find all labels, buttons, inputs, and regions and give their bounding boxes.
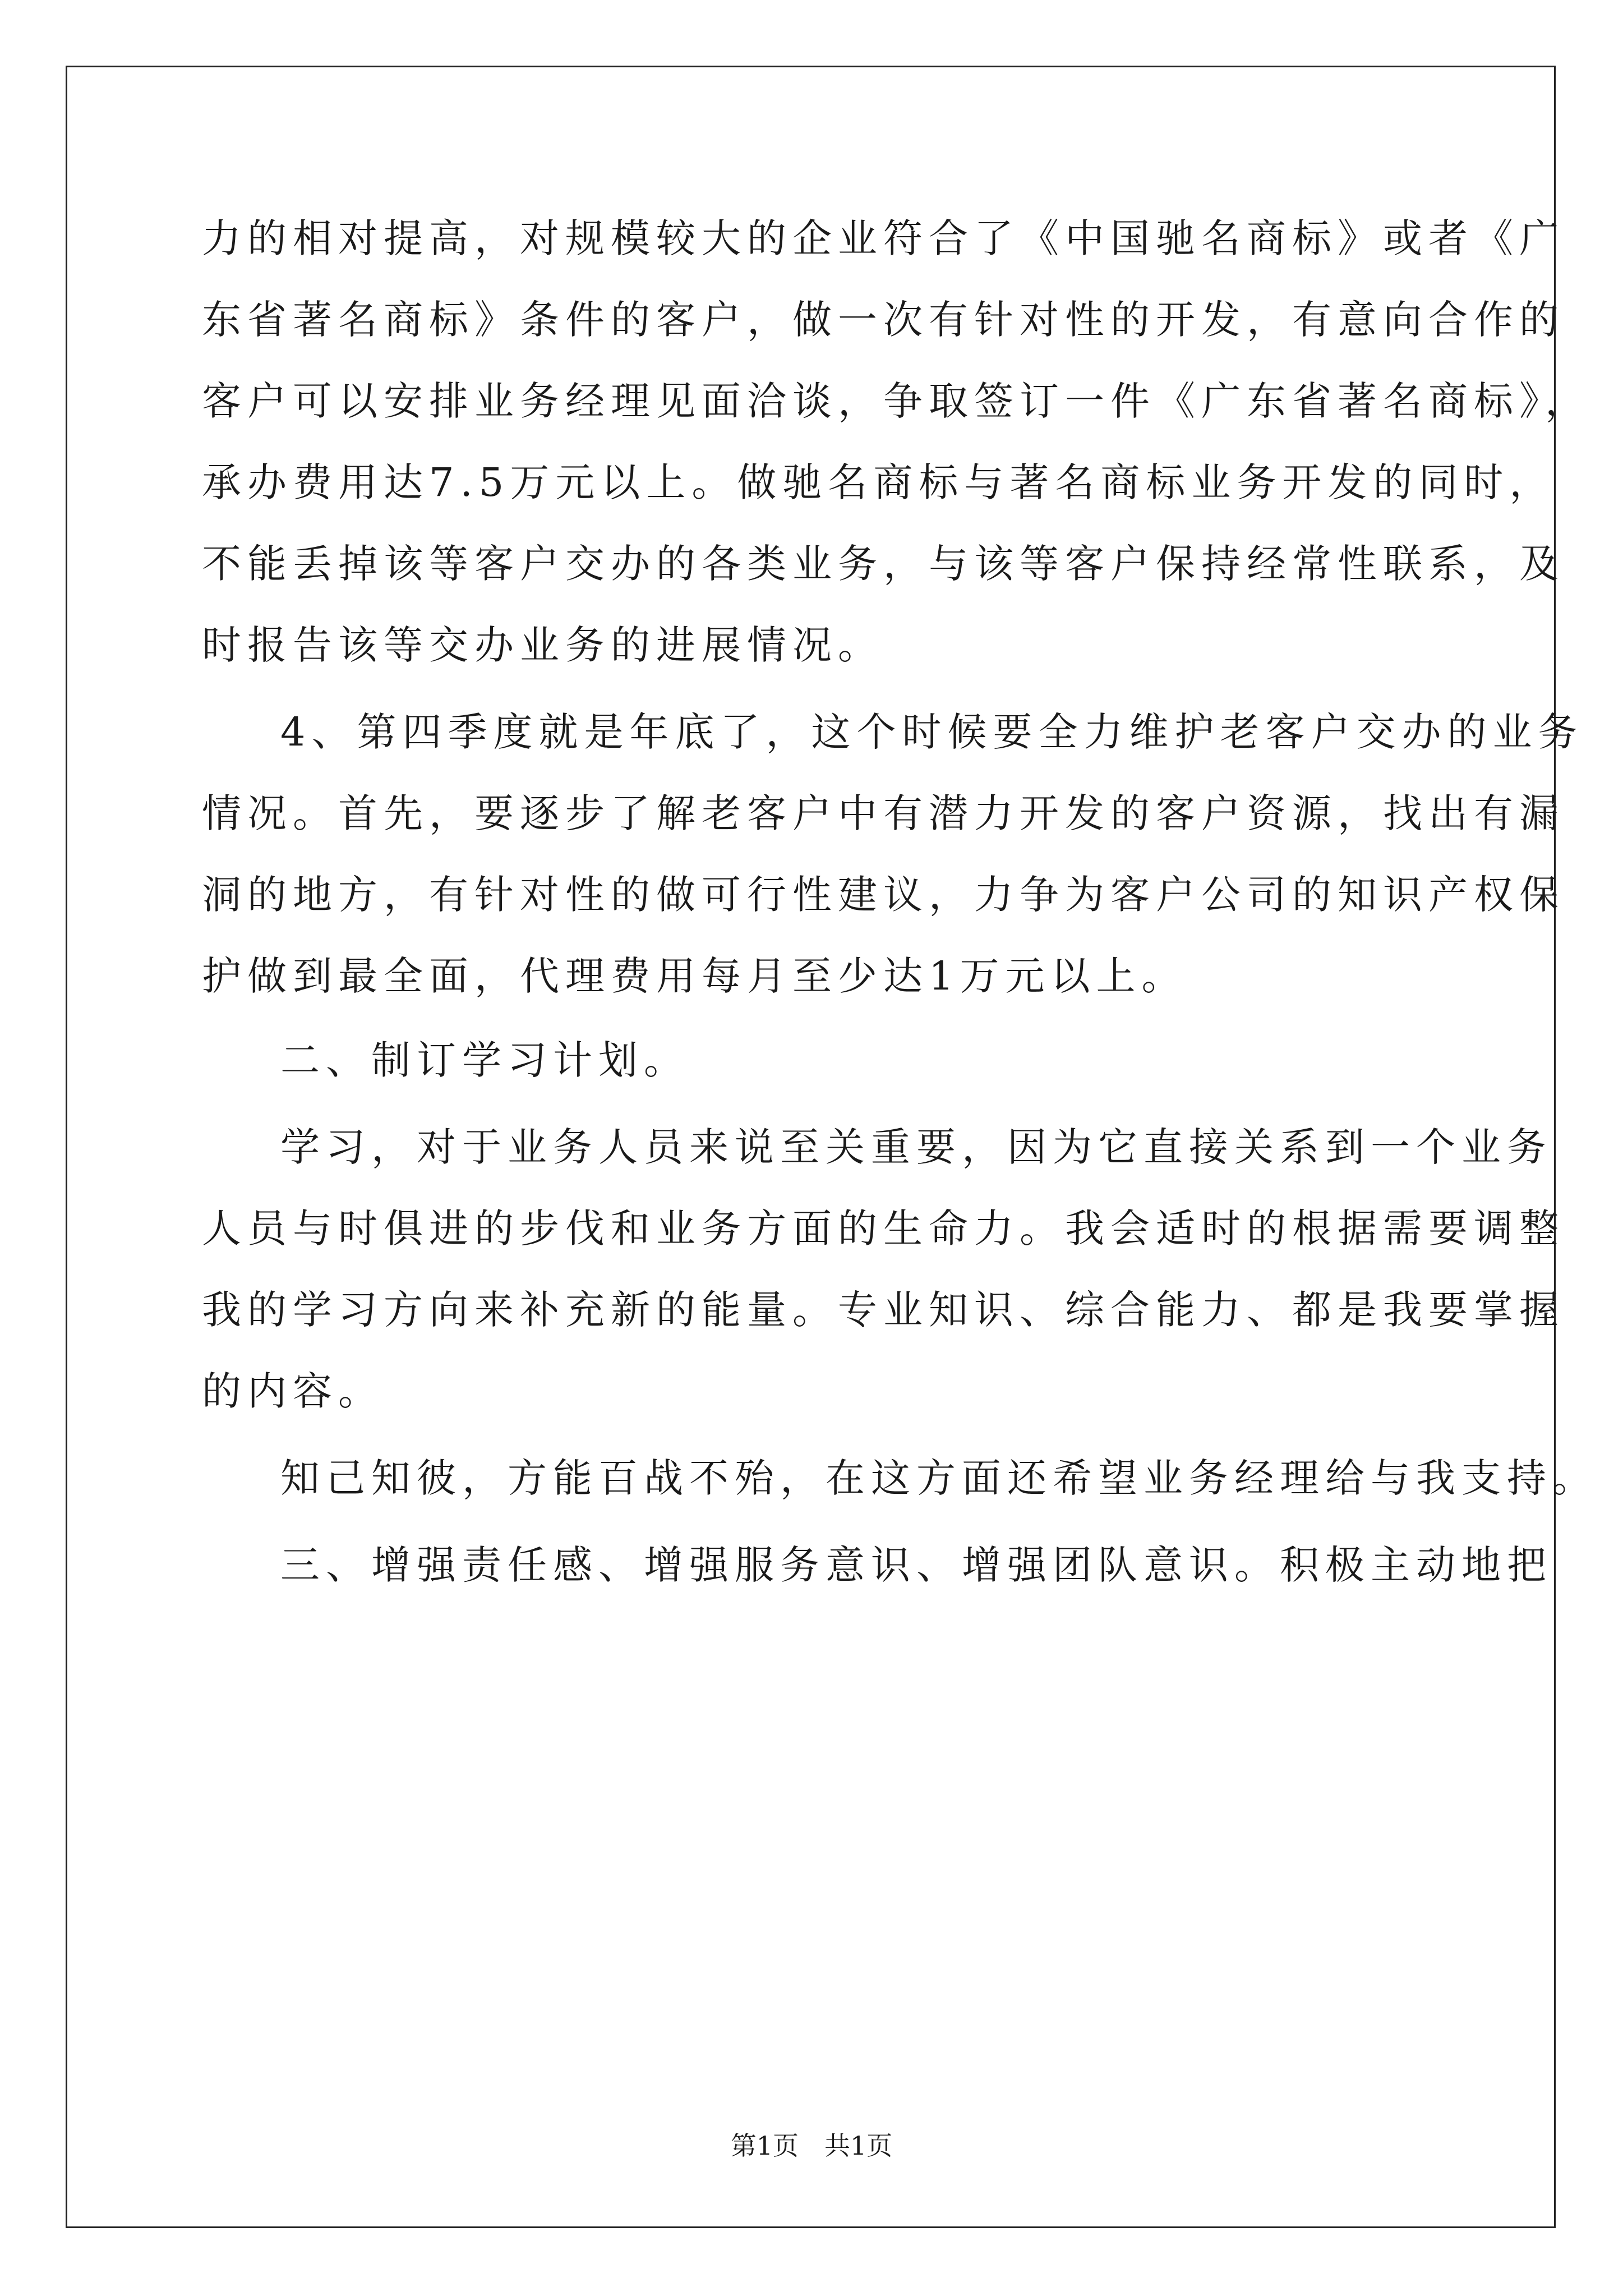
text-line: 4、第四季度就是年底了，这个时候要全力维护老客户交办的业务 bbox=[280, 709, 1584, 755]
text-line: 学习，对于业务人员来说至关重要，因为它直接关系到一个业务 bbox=[280, 1124, 1552, 1170]
page-number-footer: 第1页 共1页 bbox=[730, 2131, 893, 2161]
text-line: 我的学习方向来补充新的能量。专业知识、综合能力、都是我要掌握 bbox=[202, 1287, 1565, 1333]
text-line: 的内容。 bbox=[202, 1368, 384, 1414]
text-line: 时报告该等交办业务的进展情况。 bbox=[202, 622, 883, 668]
section-heading: 二、制订学习计划。 bbox=[280, 1037, 689, 1083]
text-line: 力的相对提高，对规模较大的企业符合了《中国驰名商标》或者《广 bbox=[202, 215, 1565, 261]
text-line: 知己知彼，方能百战不殆，在这方面还希望业务经理给与我支持。 bbox=[280, 1455, 1598, 1501]
text-line: 洞的地方，有针对性的做可行性建议，力争为客户公司的知识产权保 bbox=[202, 872, 1565, 918]
text-line: 情况。首先，要逐步了解老客户中有潜力开发的客户资源，找出有漏 bbox=[202, 790, 1565, 836]
text-line: 承办费用达7.5万元以上。做驰名商标与著名商标业务开发的同时， bbox=[202, 459, 1555, 505]
text-line: 人员与时俱进的步伐和业务方面的生命力。我会适时的根据需要调整 bbox=[202, 1205, 1565, 1251]
text-line: 客户可以安排业务经理见面洽谈，争取签订一件《广东省著名商标》， bbox=[202, 378, 1590, 424]
section-heading: 三、增强责任感、增强服务意识、增强团队意识。积极主动地把 bbox=[280, 1542, 1552, 1588]
text-line: 东省著名商标》条件的客户，做一次有针对性的开发，有意向合作的 bbox=[202, 297, 1565, 343]
text-line: 护做到最全面，代理费用每月至少达1万元以上。 bbox=[202, 953, 1187, 999]
text-line: 不能丢掉该等客户交办的各类业务，与该等客户保持经常性联系，及 bbox=[202, 541, 1565, 587]
